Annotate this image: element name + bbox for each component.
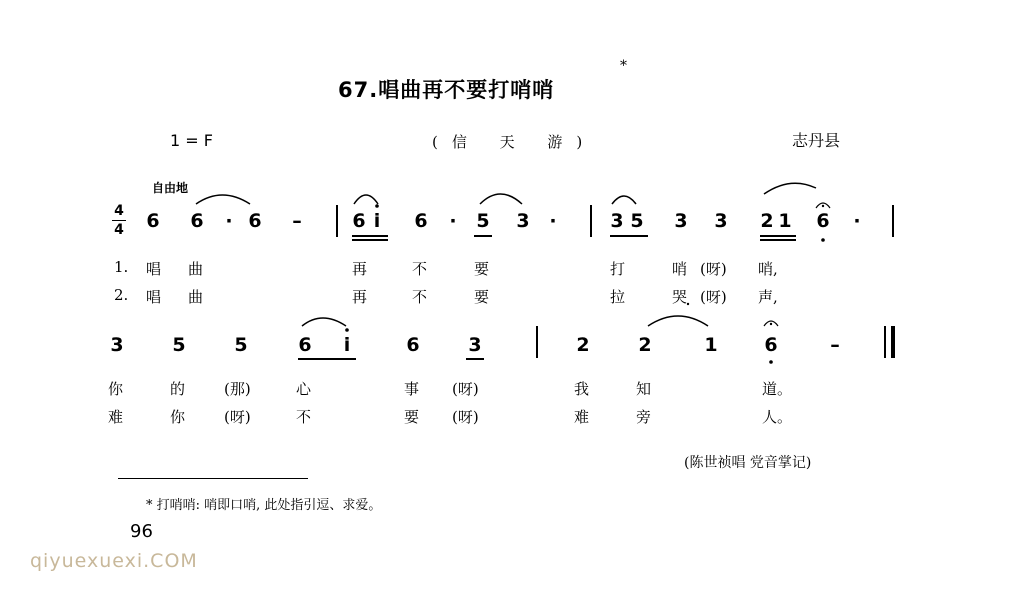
- footnote: * 打哨哨: 哨即口哨, 此处指引逗、求爱。: [146, 498, 382, 513]
- page-number: 96: [130, 521, 153, 542]
- lyric: 旁: [636, 408, 652, 426]
- octave-dot-high: [345, 328, 349, 332]
- note: 3: [674, 210, 688, 232]
- dot: ·: [449, 210, 457, 232]
- fermata-dot: [822, 205, 824, 207]
- dash: –: [830, 334, 840, 356]
- note: 6: [190, 210, 204, 232]
- lyric: 人。: [762, 408, 793, 426]
- lyric: 曲: [188, 260, 204, 278]
- dot: ·: [853, 210, 861, 232]
- verse-number: 2.: [114, 286, 129, 304]
- lyric: 的: [170, 380, 186, 398]
- lyric: 唱: [146, 288, 162, 306]
- lyric: (呀): [452, 380, 479, 398]
- note: 6: [406, 334, 420, 356]
- octave-dot-low: [769, 360, 773, 364]
- time-sig-top: 4: [114, 203, 124, 219]
- underline: [352, 239, 388, 241]
- note: 1: [778, 210, 792, 232]
- lyric: 要: [404, 408, 420, 426]
- lyric: 曲: [188, 288, 204, 306]
- stray-dot: [687, 303, 689, 305]
- lyric: 哨,: [758, 260, 778, 278]
- genre-label: (信 天 游): [432, 133, 597, 151]
- lyric: (那): [224, 380, 251, 398]
- lyric: 唱: [146, 260, 162, 278]
- lyric: 哨: [672, 260, 688, 278]
- slur: [354, 195, 378, 204]
- underline: [610, 235, 648, 237]
- lyric: 知: [636, 380, 652, 398]
- lyric: 声,: [758, 288, 778, 306]
- time-sig-line: [112, 220, 126, 221]
- performer-credit: (陈世祯唱 党音掌记): [684, 455, 812, 471]
- fermata: [816, 203, 830, 208]
- lyric: 道。: [762, 380, 793, 398]
- note: 6: [298, 334, 312, 356]
- barline: [536, 326, 538, 358]
- underline: [474, 235, 492, 237]
- slur: [480, 194, 522, 204]
- region-label: 志丹县: [792, 131, 841, 150]
- barline: [590, 205, 592, 237]
- lyric: 我: [574, 380, 590, 398]
- fermata: [764, 321, 778, 326]
- lyric: 事: [404, 380, 420, 398]
- slur: [612, 196, 636, 204]
- lyric: (呀): [700, 288, 727, 306]
- note: 2: [638, 334, 652, 356]
- note: 3: [468, 334, 482, 356]
- lyric: 再: [352, 260, 368, 278]
- lyric: 难: [108, 408, 124, 426]
- note: 6: [146, 210, 160, 232]
- lyric: 打: [610, 260, 626, 278]
- note: 5: [630, 210, 644, 232]
- note: i: [343, 334, 351, 356]
- note: 3: [110, 334, 124, 356]
- note: 6: [414, 210, 428, 232]
- dash: –: [292, 210, 302, 232]
- lyric: 不: [296, 408, 312, 426]
- lyric: 要: [474, 288, 490, 306]
- lyric: (呀): [224, 408, 251, 426]
- tempo-marking: 自由地: [152, 181, 189, 195]
- title-footnote-mark: *: [620, 58, 627, 74]
- underline: [466, 358, 484, 360]
- dot: ·: [225, 210, 233, 232]
- lyric: 心: [296, 380, 312, 398]
- note: 5: [234, 334, 248, 356]
- dot: ·: [549, 210, 557, 232]
- lyric: 哭: [672, 288, 688, 306]
- note: 6: [248, 210, 262, 232]
- underline: [298, 358, 356, 360]
- lyric: (呀): [700, 260, 727, 278]
- note: 2: [760, 210, 774, 232]
- lyric: 再: [352, 288, 368, 306]
- note: i: [373, 210, 381, 232]
- note: 6: [816, 210, 830, 232]
- lyric: 拉: [610, 288, 626, 306]
- slur: [764, 183, 816, 194]
- slur: [302, 318, 346, 326]
- note: 3: [714, 210, 728, 232]
- underline: [760, 235, 796, 237]
- final-barline-thick: [891, 326, 895, 358]
- watermark: qiyuexuexi.COM: [30, 550, 198, 572]
- note: 3: [610, 210, 624, 232]
- note: 6: [764, 334, 778, 356]
- lyric: 不: [412, 260, 428, 278]
- note: 6: [352, 210, 366, 232]
- note: 2: [576, 334, 590, 356]
- octave-dot-high: [375, 204, 379, 208]
- note: 3: [516, 210, 530, 232]
- octave-dot-low: [821, 238, 825, 242]
- time-sig-bottom: 4: [114, 222, 124, 238]
- fermata-dot: [770, 323, 772, 325]
- underline: [352, 235, 388, 237]
- lyric: 你: [170, 408, 186, 426]
- lyric: 要: [474, 260, 490, 278]
- lyric: (呀): [452, 408, 479, 426]
- slur: [648, 316, 708, 326]
- footnote-rule: [118, 478, 308, 479]
- barline: [892, 205, 894, 237]
- key-signature: 1 = F: [170, 131, 213, 150]
- note: 5: [476, 210, 490, 232]
- verse-number: 1.: [114, 258, 129, 276]
- lyric: 你: [108, 380, 124, 398]
- lyric: 不: [412, 288, 428, 306]
- final-barline-thin: [884, 326, 886, 358]
- barline: [336, 205, 338, 237]
- note: 1: [704, 334, 718, 356]
- slur: [196, 195, 250, 204]
- note: 5: [172, 334, 186, 356]
- song-title: 67.唱曲再不要打哨哨: [338, 78, 555, 102]
- underline: [760, 239, 796, 241]
- lyric: 难: [574, 408, 590, 426]
